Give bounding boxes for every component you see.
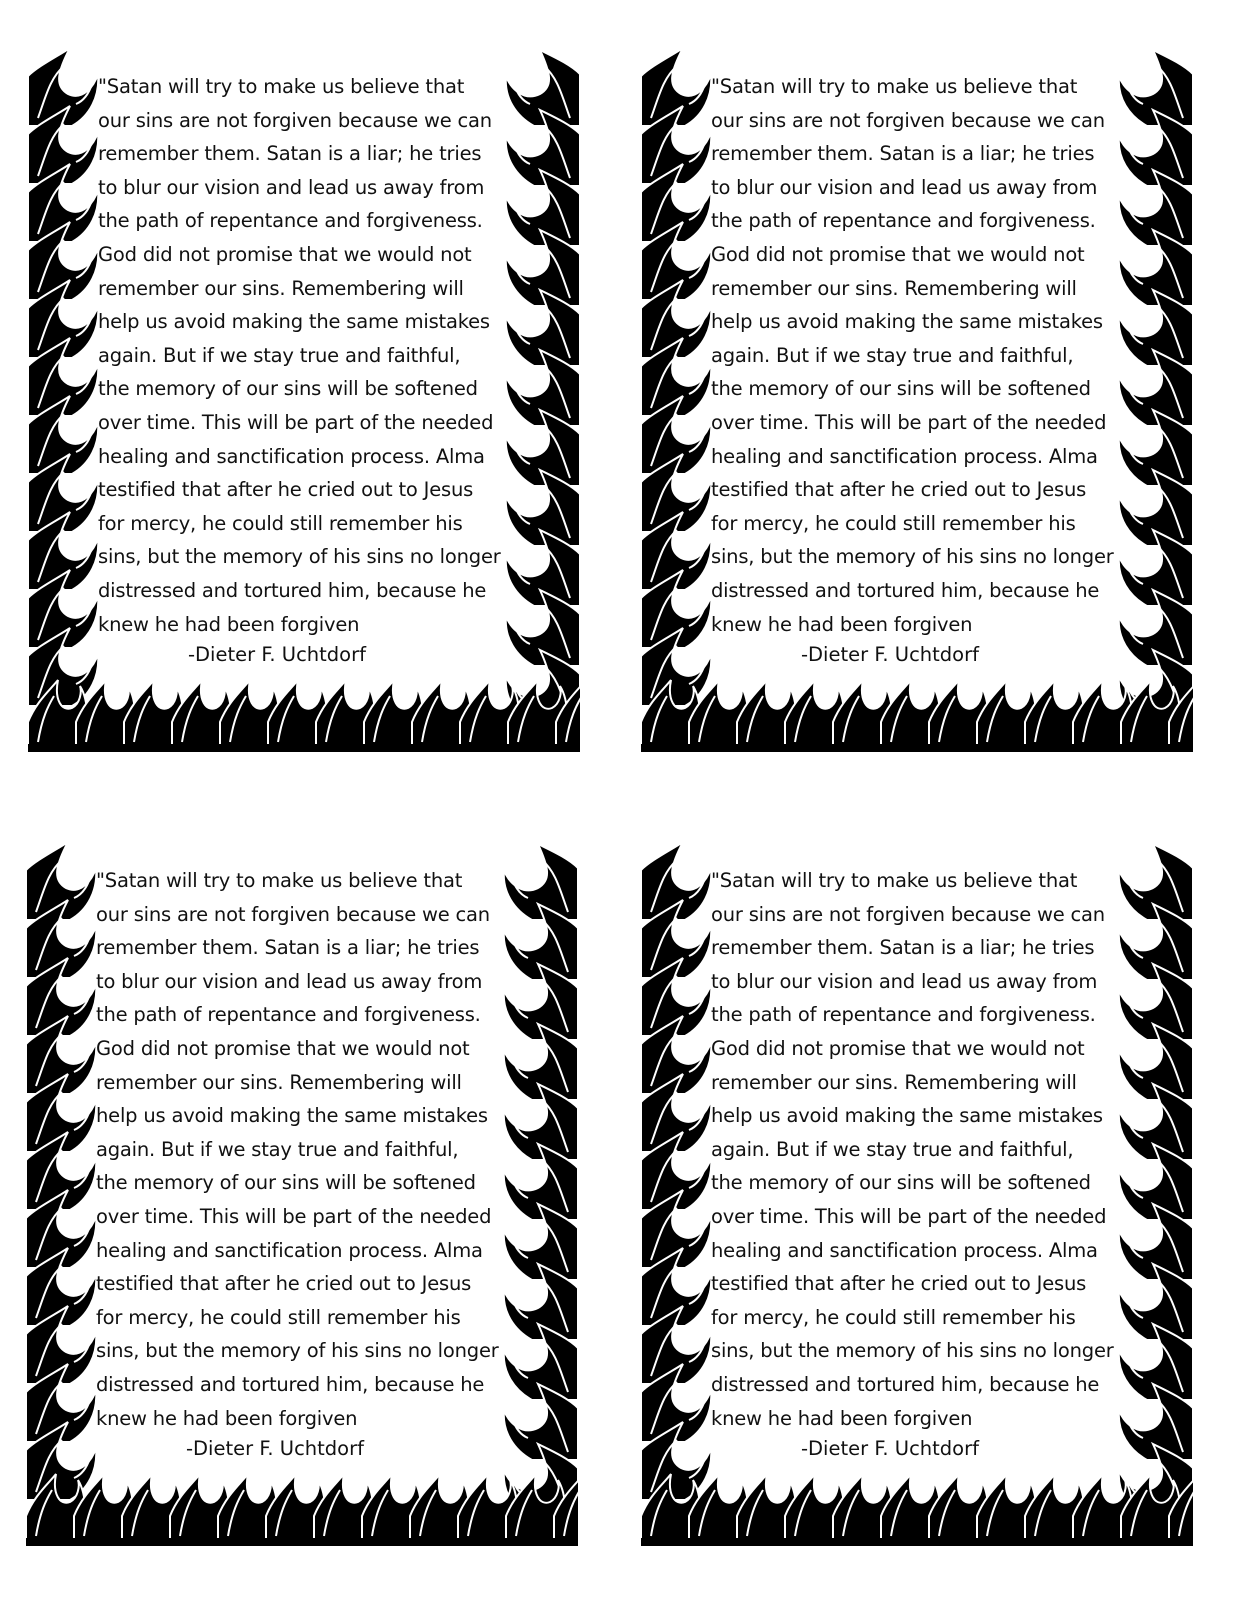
quote-line: "Satan will try to make us believe that: [711, 869, 1078, 892]
quote-text: [98, 70, 518, 641]
quote-line: "Satan will try to make us believe that: [711, 75, 1078, 98]
quote-line: help us avoid making the same mistakes: [98, 310, 490, 334]
quote-line: over time. This will be part of the needed: [711, 410, 1107, 434]
quote-line: sins, but the memory of his sins no longer: [96, 1339, 499, 1363]
quote-line: sins, but the memory of his sins no longer: [711, 545, 1114, 569]
quote-line: for mercy, he could still remember his: [96, 1305, 461, 1329]
quote-line: remember them. Satan is a liar; he tries: [96, 936, 480, 960]
quote-line: healing and sanctification process. Alma: [96, 1238, 483, 1262]
quote-line: over time. This will be part of the needed: [96, 1204, 492, 1228]
quote-line: our sins are not forgiven because we can: [711, 902, 1105, 926]
quote-line: to blur our vision and lead us away from: [711, 175, 1098, 199]
quote-attribution: -Dieter F. Uchtdorf: [188, 643, 366, 666]
quote-line: again. But if we stay true and faithful,: [96, 1137, 459, 1161]
quote-line: remember our sins. Remembering will: [98, 276, 464, 300]
quote-line: for mercy, he could still remember his: [98, 511, 463, 535]
quote-line: remember them. Satan is a liar; he tries: [98, 142, 482, 166]
quote-line: knew he had been forgiven: [711, 612, 973, 636]
quote-line: remember them. Satan is a liar; he tries: [711, 142, 1095, 166]
quote-line: over time. This will be part of the needed: [711, 1204, 1107, 1228]
quote-line: testified that after he cried out to Jesus: [711, 1272, 1087, 1296]
quote-line: over time. This will be part of the needed: [98, 410, 494, 434]
quote-text: [711, 864, 1131, 1435]
quote-line: again. But if we stay true and faithful,: [711, 343, 1074, 367]
quote-line: knew he had been forgiven: [98, 612, 360, 636]
quote-line: our sins are not forgiven because we can: [98, 108, 492, 132]
quote-line: God did not promise that we would not: [711, 242, 1085, 266]
quote-line: our sins are not forgiven because we can: [96, 902, 490, 926]
quote-line: knew he had been forgiven: [96, 1406, 358, 1430]
quote-line: to blur our vision and lead us away from: [96, 969, 483, 993]
quote-line: remember them. Satan is a liar; he tries: [711, 936, 1095, 960]
quote-line: for mercy, he could still remember his: [711, 1305, 1076, 1329]
quote-line: to blur our vision and lead us away from: [711, 969, 1098, 993]
quote-line: the path of repentance and forgiveness.: [711, 209, 1096, 233]
quote-line: distressed and tortured him, because he: [711, 578, 1100, 602]
quote-line: testified that after he cried out to Jesus: [98, 478, 474, 502]
quote-line: remember our sins. Remembering will: [96, 1070, 462, 1094]
quote-line: our sins are not forgiven because we can: [711, 108, 1105, 132]
quote-line: help us avoid making the same mistakes: [96, 1104, 488, 1128]
quote-attribution: -Dieter F. Uchtdorf: [186, 1437, 364, 1460]
quote-line: the memory of our sins will be softened: [711, 377, 1091, 401]
quote-line: the path of repentance and forgiveness.: [98, 209, 483, 233]
quote-text: [96, 864, 516, 1435]
quote-line: remember our sins. Remembering will: [711, 276, 1077, 300]
quote-line: healing and sanctification process. Alma: [98, 444, 485, 468]
quote-line: knew he had been forgiven: [711, 1406, 973, 1430]
quote-line: God did not promise that we would not: [96, 1036, 470, 1060]
quote-line: "Satan will try to make us believe that: [96, 869, 463, 892]
quote-line: distressed and tortured him, because he: [711, 1372, 1100, 1396]
quote-line: testified that after he cried out to Jesus: [711, 478, 1087, 502]
quote-attribution: -Dieter F. Uchtdorf: [801, 643, 979, 666]
quote-line: to blur our vision and lead us away from: [98, 175, 485, 199]
quote-line: "Satan will try to make us believe that: [98, 75, 465, 98]
quote-line: God did not promise that we would not: [98, 242, 472, 266]
quote-line: God did not promise that we would not: [711, 1036, 1085, 1060]
quote-card: [641, 46, 1193, 752]
quote-line: help us avoid making the same mistakes: [711, 310, 1103, 334]
quote-card: [641, 840, 1193, 1546]
quote-line: again. But if we stay true and faithful,: [711, 1137, 1074, 1161]
quote-line: the memory of our sins will be softened: [98, 377, 478, 401]
quote-line: distressed and tortured him, because he: [98, 578, 487, 602]
quote-line: the memory of our sins will be softened: [711, 1171, 1091, 1195]
quote-line: the path of repentance and forgiveness.: [96, 1003, 481, 1027]
quote-line: testified that after he cried out to Jesus: [96, 1272, 472, 1296]
quote-line: again. But if we stay true and faithful,: [98, 343, 461, 367]
quote-line: remember our sins. Remembering will: [711, 1070, 1077, 1094]
quote-card: [26, 840, 578, 1546]
quote-line: the path of repentance and forgiveness.: [711, 1003, 1096, 1027]
quote-line: the memory of our sins will be softened: [96, 1171, 476, 1195]
quote-line: sins, but the memory of his sins no longer: [98, 545, 501, 569]
quote-line: distressed and tortured him, because he: [96, 1372, 485, 1396]
quote-line: healing and sanctification process. Alma: [711, 444, 1098, 468]
quote-line: for mercy, he could still remember his: [711, 511, 1076, 535]
quote-line: healing and sanctification process. Alma: [711, 1238, 1098, 1262]
quote-line: help us avoid making the same mistakes: [711, 1104, 1103, 1128]
quote-attribution: -Dieter F. Uchtdorf: [801, 1437, 979, 1460]
quote-text: [711, 70, 1131, 641]
quote-line: sins, but the memory of his sins no longer: [711, 1339, 1114, 1363]
quote-card: [28, 46, 580, 752]
